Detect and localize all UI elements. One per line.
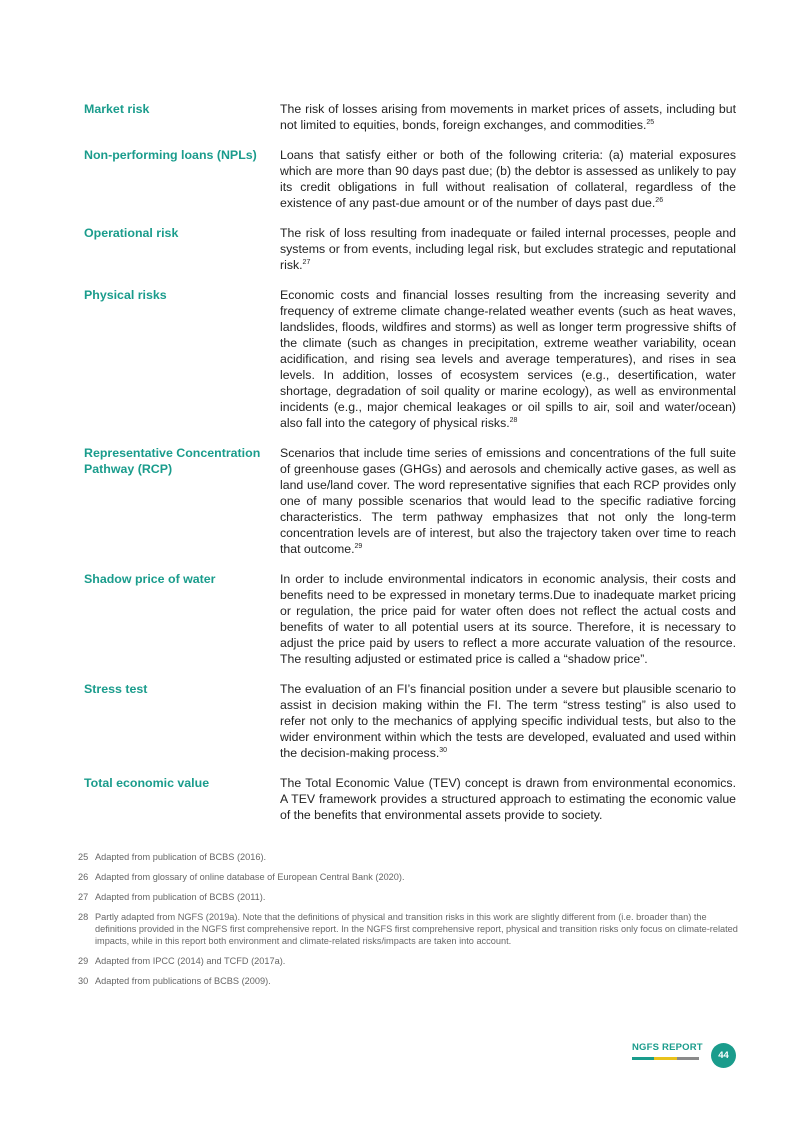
glossary-entry <box>84 147 736 211</box>
footnote-text: Partly adapted from NGFS (2019a). Note that the definitions of physical and transition risks in this work are slightly different from (i.e. broader than) the definitions provided in the NGFS first comprehensive report. In the NGFS first comprehensive report, physical and transition risks only focus on climate-related impacts, while in this report both environment and climate-related risks/impacts are taken into account. <box>95 912 738 946</box>
glossary-entry <box>84 445 736 557</box>
footnote-text: Adapted from glossary of online database of European Central Bank (2020). <box>95 872 405 882</box>
glossary-term: Shadow price of water <box>84 572 216 586</box>
page-footer <box>632 1042 703 1060</box>
footnote-ref[interactable]: 26 <box>655 196 664 204</box>
footnote-ref[interactable]: 25 <box>646 118 655 126</box>
footnote <box>78 911 740 947</box>
footnote-number: 25 <box>78 852 89 862</box>
glossary-entry <box>84 101 736 133</box>
glossary-list <box>84 101 736 837</box>
glossary-definition: In order to include environmental indicators in economic analysis, their costs and benefits need to be expressed in monetary terms.Due to inadequate market pricing or regulation, the price paid for water often does not reflect the actual costs and benefits of water to all potential users at its source. Therefore, it is necessary to adjust the price paid by users to reflect a more accurate valuation of the resource. The resulting adjusted or estimated price is called a “shadow price”. <box>280 572 736 666</box>
footnote-number: 28 <box>78 912 89 922</box>
footnote <box>78 871 740 883</box>
footnote-ref[interactable]: 30 <box>439 746 448 754</box>
footnote-ref[interactable]: 28 <box>509 416 518 424</box>
glossary-entry <box>84 571 736 667</box>
color-bar-segment <box>654 1057 676 1060</box>
footnote-ref[interactable]: 27 <box>302 258 311 266</box>
footnote-text: Adapted from publications of BCBS (2009). <box>95 976 271 986</box>
footnote <box>78 891 740 903</box>
glossary-definition: The risk of loss resulting from inadequate or failed internal processes, people and systems or from events, including legal risk, but excludes strategic and reputational risk.$^{27}$ <box>280 226 736 272</box>
glossary-term: Non-performing loans (NPLs) <box>84 148 257 162</box>
glossary-definition: The risk of losses arising from movements in market prices of assets, including but not limited to equities, bonds, foreign exchanges, and commodities.$^{25}$ <box>280 102 736 132</box>
page-number-badge: 44 <box>711 1043 736 1068</box>
glossary-definition: Scenarios that include time series of emissions and concentrations of the full suite of greenhouse gases (GHGs) and aerosols and chemically active gases, as well as land use/land cover. The word representative signifies that each RCP provides only one of many possible scenarios that would lead to the specific radiative forcing characteristics. The term pathway emphasizes that not only the long-term concentration levels are of interest, but also the trajectory taken over time to reach that outcome.$^{29}$ <box>280 446 736 556</box>
glossary-definition: Economic costs and financial losses resulting from the increasing severity and frequency of extreme climate change-related weather events (such as heat waves, landslides, floods, wildfires and storms) as well as longer term progressive shifts of the climate (such as changes in precipitation, extreme weather variability, ocean acidification, and rising sea levels and average temperatures), and rises in sea levels. In addition, losses of ecosystem services (e.g., desertification, water shortage, degradation of soil quality or marine ecology), as well as environmental incidents (e.g., major chemical leakages or oil spills to air, soil and water/ocean) also fall into the category of physical risks.$^{28}$ <box>280 288 736 430</box>
footnote <box>78 975 740 987</box>
glossary-entry <box>84 225 736 273</box>
glossary-term: Representative Concentration Pathway (RCP) <box>84 446 261 476</box>
footnote-number: 27 <box>78 892 89 902</box>
footnote-text: Adapted from publication of BCBS (2016). <box>95 852 267 862</box>
footnote-text: Adapted from IPCC (2014) and TCFD (2017a). <box>95 956 286 966</box>
footnote-number: 26 <box>78 872 89 882</box>
glossary-definition: The evaluation of an FI’s financial position under a severe but plausible scenario to assist in decision making within the FI. The term “stress testing” is also used to refer not only to the mechanics of applying specific individual tests, but also to the wider environment within which the tests are developed, evaluated and used within the decision-making process.$^{30}$ <box>280 682 736 760</box>
color-bar-segment <box>632 1057 654 1060</box>
glossary-entry <box>84 287 736 431</box>
glossary-term: Market risk <box>84 102 150 116</box>
footnote-number: 30 <box>78 976 89 986</box>
glossary-entry <box>84 775 736 823</box>
glossary-term: Physical risks <box>84 288 167 302</box>
glossary-term: Total economic value <box>84 776 210 790</box>
footnote-ref[interactable]: 29 <box>354 542 363 550</box>
footnote-number: 29 <box>78 956 89 966</box>
report-color-bar <box>632 1057 699 1060</box>
report-label: NGFS REPORT <box>632 1042 703 1053</box>
glossary-entry <box>84 681 736 761</box>
footnote <box>78 851 740 863</box>
glossary-definition: Loans that satisfy either or both of the following criteria: (a) material exposures which are more than 90 days past due; (b) the debtor is assessed as unlikely to pay its credit obligations in full without realisation of collateral, regardless of the existence of any past-due amount or of the number of days past due.$^{26}$ <box>280 148 736 210</box>
glossary-term: Stress test <box>84 682 148 696</box>
footnote-text: Adapted from publication of BCBS (2011). <box>95 892 266 902</box>
footnote <box>78 955 740 967</box>
glossary-definition: The Total Economic Value (TEV) concept is drawn from environmental economics. A TEV framework provides a structured approach to estimating the economic value of the benefits that environmental assets provide to society. <box>280 776 736 822</box>
footnotes <box>78 851 740 995</box>
color-bar-segment <box>677 1057 699 1060</box>
glossary-term: Operational risk <box>84 226 179 240</box>
